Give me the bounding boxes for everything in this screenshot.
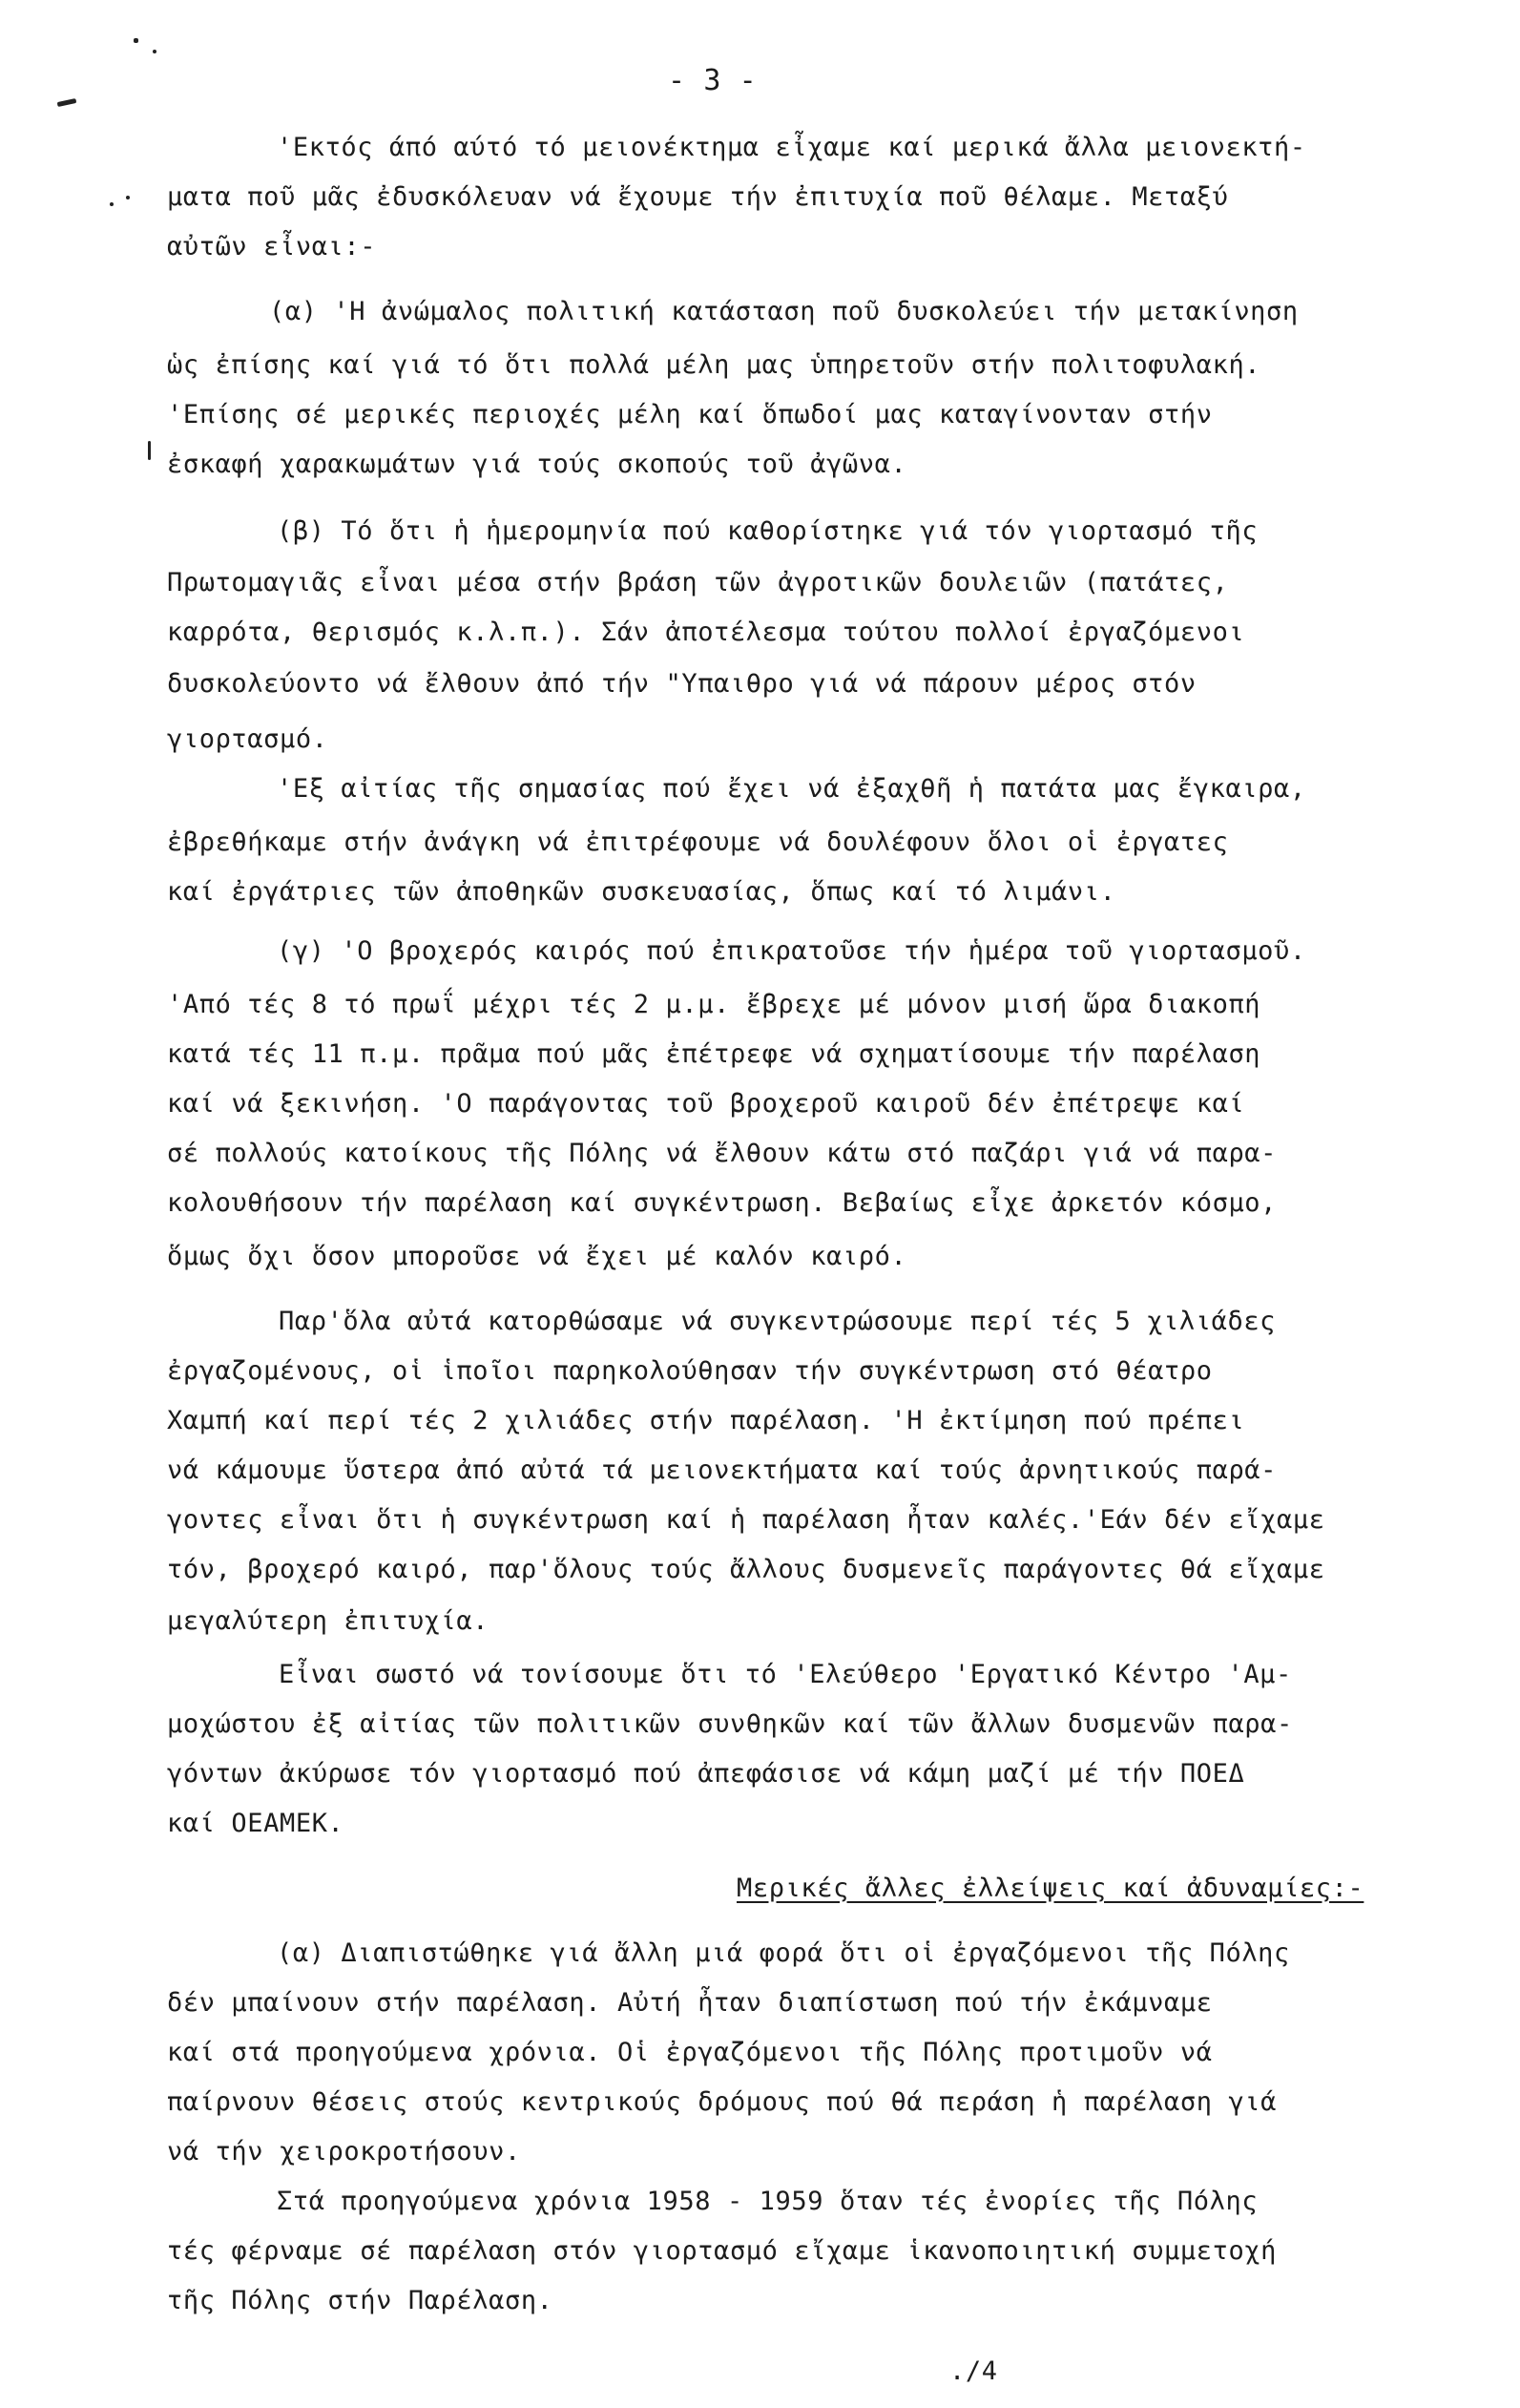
text-line: ἐργαζομένους, οἱ ἱποῖοι παρηκολούθησαν τήν συγκέντρωση στό θέατρο	[167, 1356, 1213, 1386]
text-line: γοντες εἶναι ὅτι ἡ συγκέντρωση καί ἡ παρέλαση ἦταν καλές.'Εάν δέν εἴχαμε	[167, 1505, 1325, 1535]
text-line: καρρότα, θερισμός κ.λ.π.). Σάν ἀποτέλεσμα τούτου πολλοί ἐργαζόμενοι	[167, 618, 1245, 647]
text-line: τές φέρναμε σέ παρέλαση στόν γιορτασμό εἴχαμε ἱκανοποιητική συμμετοχή	[167, 2236, 1278, 2266]
page-number: - 3 -	[668, 64, 758, 97]
text-line: ματα ποῦ μᾶς ἐδυσκόλευαν νά ἔχουμε τήν ἐπιτυχία ποῦ θέλαμε. Μεταξύ	[167, 182, 1229, 212]
text-line: παίρνουν θέσεις στούς κεντρικούς δρόμους πού θά περάση ἡ παρέλαση γιά	[167, 2087, 1278, 2117]
text-line: νά κάμουμε ὕστερα ἀπό αὐτά τά μειονεκτήματα καί τούς ἀρνητικούς παρά-	[167, 1455, 1278, 1485]
text-line: Χαμπή καί περί τές 2 χιλιάδες στήν παρέλαση. 'Η ἐκτίμηση πού πρέπει	[167, 1406, 1245, 1435]
text-line: (α) 'Η ἀνώμαλος πολιτική κατάσταση ποῦ δυσκολεύει τήν μετακίνηση	[269, 297, 1299, 326]
text-line: γόντων ἀκύρωσε τόν γιορτασμό πού ἀπεφάσισε νά κάμη μαζί μέ τήν ΠΟΕΔ	[167, 1759, 1245, 1789]
text-line: γιορτασμό.	[167, 724, 328, 754]
text-line: καί ΟΕΑΜΕΚ.	[167, 1809, 344, 1838]
text-line: τῆς Πόλης στήν Παρέλαση.	[167, 2286, 553, 2315]
scan-speck	[126, 196, 130, 199]
scan-speck	[110, 202, 114, 206]
text-line: 'Από τές 8 τό πρωΐ μέχρι τές 2 μ.μ. ἔβρεχε μέ μόνον μισή ὥρα διακοπή	[167, 990, 1261, 1019]
text-line: καί νά ξεκινήση. 'Ο παράγοντας τοῦ βροχεροῦ καιροῦ δέν ἐπέτρεψε καί	[167, 1089, 1245, 1119]
text-line: (γ) 'Ο βροχερός καιρός πού ἐπικρατοῦσε τήν ἡμέρα τοῦ γιορτασμοῦ.	[277, 936, 1306, 966]
text-line: αὐτῶν εἶναι:-	[167, 232, 377, 262]
scan-dash-mark	[57, 98, 77, 107]
text-line: ὅμως ὄχι ὅσον μποροῦσε νά ἔχει μέ καλόν καιρό.	[167, 1242, 907, 1271]
text-line: μοχώστου ἐξ αἰτίας τῶν πολιτικῶν συνθηκῶν καί τῶν ἄλλων δυσμενῶν παρα-	[167, 1709, 1293, 1739]
scan-speck	[153, 50, 156, 53]
text-line: 'Επίσης σέ μερικές περιοχές μέλη καί ὅπωδοί μας καταγίνονταν στήν	[167, 400, 1213, 429]
text-line: Πρωτομαγιᾶς εἶναι μέσα στήν βράση τῶν ἀγροτικῶν δουλειῶν (πατάτες,	[167, 568, 1229, 597]
text-line: Παρ'ὅλα αὐτά κατορθώσαμε νά συγκεντρώσουμε περί τές 5 χιλιάδες	[279, 1307, 1277, 1336]
scan-speck	[134, 38, 138, 43]
text-line: ὡς ἐπίσης καί γιά τό ὅτι πολλά μέλη μας ὑπηρετοῦν στήν πολιτοφυλακή.	[167, 350, 1261, 380]
continuation-marker: ./4	[949, 2356, 998, 2386]
text-line: καί στά προηγούμενα χρόνια. Οἱ ἐργαζόμενοι τῆς Πόλης προτιμοῦν νά	[167, 2038, 1213, 2067]
text-line: σέ πολλούς κατοίκους τῆς Πόλης νά ἔλθουν κάτω στό παζάρι γιά νά παρα-	[167, 1139, 1278, 1168]
text-line: μεγαλύτερη ἐπιτυχία.	[167, 1606, 489, 1636]
text-line: δυσκολεύοντο νά ἔλθουν ἀπό τήν "Υπαιθρο γιά νά πάρουν μέρος στόν	[167, 669, 1197, 699]
scan-tick-mark	[148, 441, 151, 460]
text-line: Στά προηγούμενα χρόνια 1958 - 1959 ὅταν τές ἐνορίες τῆς Πόλης	[277, 2187, 1259, 2216]
text-line: 'Εκτός άπό αύτό τό μειονέκτημα εἶχαμε καί μερικά ἄλλα μειονεκτή-	[277, 133, 1306, 162]
text-line: ἐβρεθήκαμε στήν ἀνάγκη νά ἐπιτρέφουμε νά δουλέφουν ὅλοι οἱ ἐργατες	[167, 827, 1229, 857]
text-line: κατά τές 11 π.μ. πρᾶμα πού μᾶς ἐπέτρεφε νά σχηματίσουμε τήν παρέλαση	[167, 1039, 1261, 1069]
section-heading: Μερικές ἄλλες ἐλλείψεις καί ἀδυναμίες:-	[737, 1874, 1364, 1903]
text-line: (β) Τό ὅτι ἡ ἡμερομηνία πού καθορίστηκε γιά τόν γιορτασμό τῆς	[277, 516, 1259, 546]
text-line: (α) Διαπιστώθηκε γιά ἄλλη μιά φορά ὅτι οἱ ἐργαζόμενοι τῆς Πόλης	[277, 1938, 1290, 1968]
text-line: καί ἐργάτριες τῶν ἀποθηκῶν συσκευασίας, ὅπως καί τό λιμάνι.	[167, 877, 1116, 907]
text-line: τόν, βροχερό καιρό, παρ'ὅλους τούς ἄλλους δυσμενεῖς παράγοντες θά εἴχαμε	[167, 1555, 1325, 1584]
text-line: Εἶναι σωστό νά τονίσουμε ὅτι τό 'Ελεύθερο 'Εργατικό Κέντρο 'Αμ-	[279, 1660, 1292, 1689]
text-line: 'Εξ αἰτίας τῆς σημασίας πού ἔχει νά ἐξαχθῆ ἡ πατάτα μας ἔγκαιρα,	[277, 774, 1306, 804]
text-line: ἐσκαφή χαρακωμάτων γιά τούς σκοπούς τοῦ ἀγῶνα.	[167, 450, 907, 479]
text-line: κολουθήσουν τήν παρέλαση καί συγκέντρωση. Βεβαίως εἶχε ἀρκετόν κόσμο,	[167, 1188, 1278, 1218]
text-line: νά τήν χειροκροτήσουν.	[167, 2137, 521, 2167]
text-line: δέν μπαίνουν στήν παρέλαση. Αὐτή ἦταν διαπίστωση πού τήν ἐκάμναμε	[167, 1988, 1213, 2018]
